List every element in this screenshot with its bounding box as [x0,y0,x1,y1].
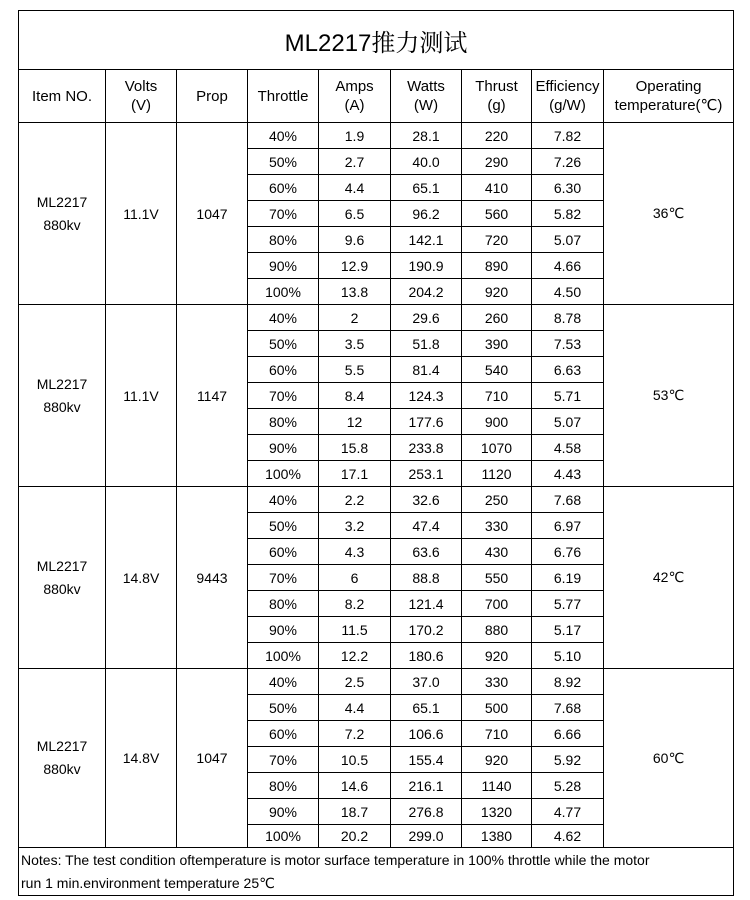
throttle-cell: 100% [248,279,319,305]
watts-cell: 180.6 [391,643,462,669]
amps-cell: 17.1 [319,461,391,487]
amps-cell: 9.6 [319,227,391,253]
throttle-cell: 60% [248,357,319,383]
amps-cell: 15.8 [319,435,391,461]
amps-cell: 11.5 [319,617,391,643]
throttle-cell: 80% [248,591,319,617]
thrust-cell: 550 [462,565,532,591]
amps-cell: 14.6 [319,773,391,799]
temperature-cell: 60℃ [604,669,734,848]
prop-cell: 1047 [177,123,248,305]
throttle-cell: 100% [248,643,319,669]
efficiency-cell: 6.66 [532,721,604,747]
watts-cell: 96.2 [391,201,462,227]
watts-cell: 28.1 [391,123,462,149]
efficiency-cell: 4.66 [532,253,604,279]
thrust-cell: 900 [462,409,532,435]
throttle-cell: 100% [248,825,319,848]
throttle-cell: 90% [248,435,319,461]
throttle-cell: 100% [248,461,319,487]
efficiency-cell: 6.30 [532,175,604,201]
efficiency-cell: 5.71 [532,383,604,409]
header-thrust: Thrust (g) [462,70,532,123]
table-row [19,487,734,513]
watts-cell: 32.6 [391,487,462,513]
efficiency-cell: 6.76 [532,539,604,565]
amps-cell: 3.2 [319,513,391,539]
volts-cell: 11.1V [106,305,177,487]
efficiency-cell: 5.28 [532,773,604,799]
temperature-cell: 36℃ [604,123,734,305]
amps-cell: 7.2 [319,721,391,747]
watts-cell: 65.1 [391,695,462,721]
efficiency-cell: 4.50 [532,279,604,305]
notes-text: Notes: The test condition oftemperature is motor surface temperature in 100% throttle while the motor run 1 min.environment temperature 25℃ [19,848,734,896]
efficiency-cell: 5.92 [532,747,604,773]
throttle-cell: 80% [248,409,319,435]
thrust-cell: 430 [462,539,532,565]
throttle-cell: 50% [248,513,319,539]
temperature-cell: 53℃ [604,305,734,487]
throttle-cell: 80% [248,773,319,799]
watts-cell: 216.1 [391,773,462,799]
volts-cell: 14.8V [106,487,177,669]
thrust-cell: 250 [462,487,532,513]
table-row [19,123,734,149]
header-throttle: Throttle [248,70,319,123]
thrust-cell: 700 [462,591,532,617]
thrust-cell: 390 [462,331,532,357]
amps-cell: 10.5 [319,747,391,773]
watts-cell: 233.8 [391,435,462,461]
throttle-cell: 60% [248,539,319,565]
watts-cell: 51.8 [391,331,462,357]
table-title: ML2217推力测试 [19,11,734,70]
watts-cell: 63.6 [391,539,462,565]
amps-cell: 4.4 [319,175,391,201]
item-number-cell: ML2217 880kv [19,669,106,848]
watts-cell: 124.3 [391,383,462,409]
amps-cell: 4.4 [319,695,391,721]
header-row [19,70,734,123]
header-efficiency: Efficiency (g/W) [532,70,604,123]
thrust-cell: 720 [462,227,532,253]
thrust-cell: 1140 [462,773,532,799]
throttle-cell: 50% [248,695,319,721]
efficiency-cell: 7.26 [532,149,604,175]
item-number-cell: ML2217 880kv [19,123,106,305]
watts-cell: 65.1 [391,175,462,201]
amps-cell: 2.7 [319,149,391,175]
efficiency-cell: 4.77 [532,799,604,825]
header-volts: Volts (V) [106,70,177,123]
throttle-cell: 70% [248,565,319,591]
throttle-cell: 70% [248,383,319,409]
efficiency-cell: 6.97 [532,513,604,539]
throttle-cell: 90% [248,799,319,825]
watts-cell: 177.6 [391,409,462,435]
amps-cell: 1.9 [319,123,391,149]
watts-cell: 276.8 [391,799,462,825]
watts-cell: 170.2 [391,617,462,643]
amps-cell: 8.2 [319,591,391,617]
throttle-cell: 40% [248,669,319,695]
efficiency-cell: 7.82 [532,123,604,149]
throttle-cell: 60% [248,721,319,747]
amps-cell: 4.3 [319,539,391,565]
temperature-cell: 42℃ [604,487,734,669]
thrust-cell: 560 [462,201,532,227]
thrust-cell: 1380 [462,825,532,848]
watts-cell: 47.4 [391,513,462,539]
efficiency-cell: 4.43 [532,461,604,487]
watts-cell: 81.4 [391,357,462,383]
volts-cell: 11.1V [106,123,177,305]
header-item: Item NO. [19,70,106,123]
watts-cell: 29.6 [391,305,462,331]
efficiency-cell: 8.92 [532,669,604,695]
efficiency-cell: 6.19 [532,565,604,591]
watts-cell: 253.1 [391,461,462,487]
efficiency-cell: 5.82 [532,201,604,227]
thrust-cell: 330 [462,669,532,695]
notes-row [19,848,734,896]
table-row [19,669,734,695]
watts-cell: 155.4 [391,747,462,773]
thrust-cell: 500 [462,695,532,721]
efficiency-cell: 7.53 [532,331,604,357]
amps-cell: 2.5 [319,669,391,695]
amps-cell: 8.4 [319,383,391,409]
thrust-cell: 920 [462,279,532,305]
header-prop: Prop [177,70,248,123]
efficiency-cell: 7.68 [532,695,604,721]
amps-cell: 6 [319,565,391,591]
header-watts: Watts (W) [391,70,462,123]
throttle-cell: 40% [248,487,319,513]
amps-cell: 12 [319,409,391,435]
amps-cell: 2 [319,305,391,331]
thrust-cell: 710 [462,721,532,747]
thrust-cell: 890 [462,253,532,279]
amps-cell: 20.2 [319,825,391,848]
throttle-cell: 90% [248,617,319,643]
thrust-cell: 260 [462,305,532,331]
watts-cell: 40.0 [391,149,462,175]
thrust-cell: 290 [462,149,532,175]
thrust-cell: 920 [462,643,532,669]
watts-cell: 106.6 [391,721,462,747]
efficiency-cell: 5.10 [532,643,604,669]
thrust-cell: 330 [462,513,532,539]
efficiency-cell: 7.68 [532,487,604,513]
thrust-cell: 410 [462,175,532,201]
throttle-cell: 90% [248,253,319,279]
amps-cell: 2.2 [319,487,391,513]
thrust-cell: 1320 [462,799,532,825]
throttle-cell: 40% [248,123,319,149]
watts-cell: 37.0 [391,669,462,695]
thrust-cell: 1070 [462,435,532,461]
efficiency-cell: 5.77 [532,591,604,617]
efficiency-cell: 5.07 [532,227,604,253]
throttle-cell: 70% [248,747,319,773]
efficiency-cell: 4.62 [532,825,604,848]
table-row [19,305,734,331]
watts-cell: 121.4 [391,591,462,617]
thrust-cell: 540 [462,357,532,383]
amps-cell: 3.5 [319,331,391,357]
thrust-cell: 920 [462,747,532,773]
efficiency-cell: 8.78 [532,305,604,331]
thrust-cell: 1120 [462,461,532,487]
amps-cell: 18.7 [319,799,391,825]
prop-cell: 1147 [177,305,248,487]
thrust-test-table [18,10,734,896]
item-number-cell: ML2217 880kv [19,305,106,487]
amps-cell: 13.8 [319,279,391,305]
throttle-cell: 80% [248,227,319,253]
throttle-cell: 60% [248,175,319,201]
watts-cell: 204.2 [391,279,462,305]
efficiency-cell: 5.07 [532,409,604,435]
amps-cell: 12.9 [319,253,391,279]
volts-cell: 14.8V [106,669,177,848]
thrust-cell: 710 [462,383,532,409]
efficiency-cell: 6.63 [532,357,604,383]
throttle-cell: 40% [248,305,319,331]
amps-cell: 6.5 [319,201,391,227]
watts-cell: 88.8 [391,565,462,591]
amps-cell: 5.5 [319,357,391,383]
efficiency-cell: 4.58 [532,435,604,461]
amps-cell: 12.2 [319,643,391,669]
thrust-cell: 220 [462,123,532,149]
prop-cell: 1047 [177,669,248,848]
thrust-cell: 880 [462,617,532,643]
throttle-cell: 50% [248,149,319,175]
efficiency-cell: 5.17 [532,617,604,643]
header-amps: Amps (A) [319,70,391,123]
throttle-cell: 50% [248,331,319,357]
item-number-cell: ML2217 880kv [19,487,106,669]
header-temperature: Operating temperature(℃) [604,70,734,123]
throttle-cell: 70% [248,201,319,227]
watts-cell: 190.9 [391,253,462,279]
watts-cell: 142.1 [391,227,462,253]
watts-cell: 299.0 [391,825,462,848]
prop-cell: 9443 [177,487,248,669]
